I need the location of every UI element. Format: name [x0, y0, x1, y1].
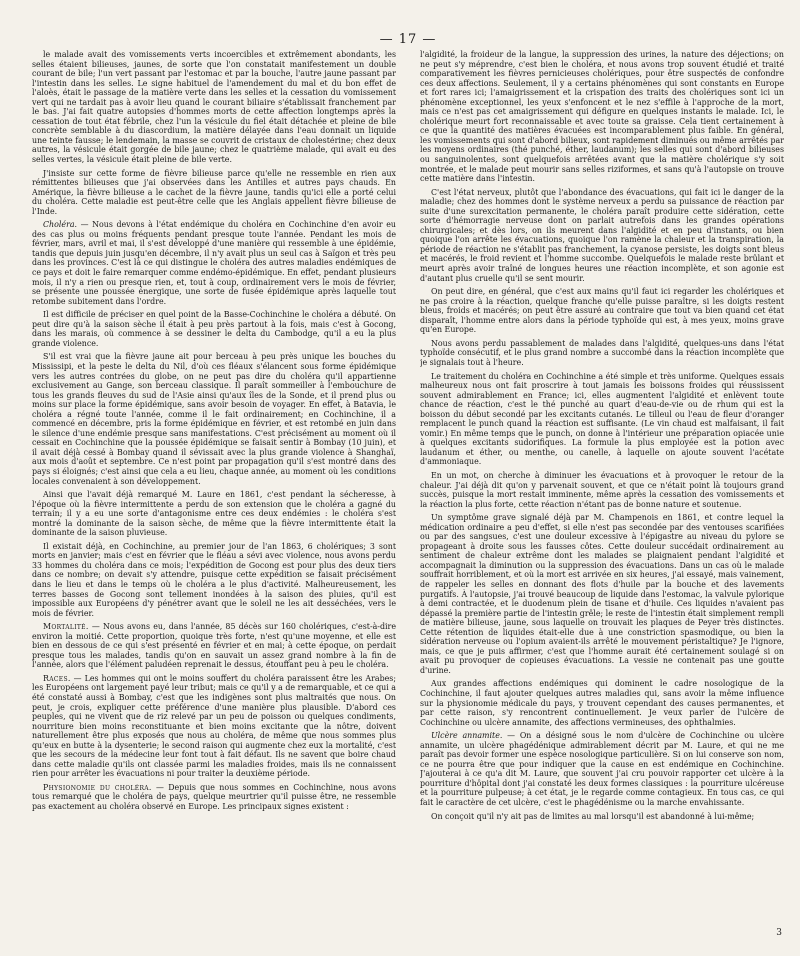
paragraph: [32, 674, 396, 779]
paragraph: [420, 513, 784, 675]
paragraph: [32, 542, 396, 618]
paragraph-text: Un symptôme grave signalé déjà par M. Champenois en 1861, et contre lequel la médication ordinaire a peu d'effet, si elle n'est pas secondée par des ventouses scarifiées ou par des sangsues, c'est une douleur excessive à l'épigastre au niveau du pylore se propageant à droite sous les fausses côtes. Cette douleur succédait ordinairement au sentiment de chaleur extrême dont les malades se plaignaient pendant l'algidité et accompagnait la diminution ou la suppression des évacuations. Dans un cas où le malade souffrait horriblement, et où la mort est arrivée en six heures, j'ai essayé, mais vainement, de rappeler les selles en donnant des flots d'huile par la bouche et des lavements purgatifs. À l'autopsie, j'ai trouvé beaucoup de liquide dans l'estomac, la valvule pylorique à demi contractée, et le duodenum plein de tisane et d'huile. Ces liquides n'avaient pas dépassé la première partie de l'intestin grêle; le reste de l'intestin était simplement rempli de matière bilieuse, jaune, sous laquelle on trouvait les plaques de Peyer très distinctes. Cette rétention de liquides était-elle due à une constriction spasmodique, ou bien la sidération nerveuse ou l'opium avaient-ils arrêté le mouvement péristaltique? Je l'ignore, mais, ce que je puis affirmer, c'est que l'homme aurait été certainement soulagé si on avait pu provoquer de copieuses évacuations. La vessie ne contenait pas une goutte d'urine.: [420, 513, 784, 675]
paragraph: [420, 50, 784, 184]
section-heading: Choléra.: [43, 220, 78, 230]
paragraph-text: — Les hommes qui ont le moins souffert du choléra paraissent être les Arabes; les Européens ont largement payé leur tribut; mais ce qu'il y a de remarquable, et ce qui a été constaté aussi à Bombay, c'est que les indigènes sont plus maltraités que nous. On peut, je crois, expliquer cette préférence d'une manière plus plausible. D'abord ces peuples, qui ne vivent que de riz relevé par un peu de poisson ou quelques condiments, nourriture bien moins reconstituante et bien moins excitante que la nôtre, doivent naturellement être plus exposés que nous au choléra, de même que nous sommes plus qu'eux en butte à la dysenterie; le second raison qui augmente chez eux la mortalité, c'est que les secours de la médecine leur font tout à fait défaut. Ils ne savent que boire chaud dans cette maladie qu'ils ont classée parmi les maladies froides, mais ils ne connaissent rien pour arrêter les évacuations ni pour traiter la deuxième période.: [32, 673, 396, 779]
section-heading: Mortalité.: [43, 622, 89, 632]
paragraph-text: S'il est vrai que la fièvre jaune ait pour berceau à peu près unique les bouches du Mississipi, et la peste le delta du Nil, d'où ces fléaux s'élancent sous forme épidémique vers les autres contrées du globe, on ne peut pas dire du choléra qu'il appartienne exclusivement au Gange, son berceau classique. Il paraît sommeiller à l'embouchure de tous les grands fleuves du sud de l'Asie ainsi qu'aux îles de la Sonde, et il prend plus ou moins sur place la forme épidémique, sans avoir besoin de voyager. En effet, à Batavia, le choléra a régné toute l'année, comme il le fait ordinairement; en Cochinchine, il a commencé en décembre, pris la forme épidémique en février, et est retombé en juin dans le silence d'une endémie presque sans manifestations. C'est précisément au moment où il cessait en Cochinchine que la poussée épidémique se faisait sentir à Bombay (10 juin), et il avait déjà cessé à Bombay quand il sévissait avec la plus grande violence à Shanghaï, aux mois d'août et septembre. Ce n'est point par propagation qu'il s'est montré dans des pays si éloignés; c'est ainsi que cela a eu lieu, chaque année, au moment où les conditions locales convenaient à son développement.: [32, 352, 396, 486]
paragraph: [32, 169, 396, 217]
paragraph-text: — On a désigné sous le nom d'ulcère de Cochinchine ou ulcère annamite, un ulcère phagédénique admirablement décrit par M. Laure, et qui ne me paraît pas devoir former une espèce nosologique particulière. Si on lui conserve son nom, ce ne pourra être que pour indiquer que la cause en est endémique en Cochinchine. J'ajouterai à ce qu'a dit M. Laure, que souvent j'ai cru pouvoir rapporter cet ulcère à la pourriture d'hôpital dont j'ai constaté les deux formes classiques : la pourriture ulcéreuse et la pourriture pulpeuse; à cet état, je le regarde comme contagieux. En tous cas, ce qui fait le caractère de cet ulcère, c'est le phagédénisme ou la marche envahissante.: [420, 731, 784, 808]
paragraph-text: C'est l'état nerveux, plutôt que l'abondance des évacuations, qui fait ici le danger de la maladie; chez des hommes dont le système nerveux a perdu sa puissance de réaction par suite d'une surexcitation permanente, le choléra paraît produire cette sidération, cette sorte d'hémorragie nerveuse dont on parlait autrefois dans les grandes opérations chirurgicales; et dès lors, on ils meurent dans l'algidité et en peu d'instants, ou bien quoique l'on arrête les évacuations, quoique l'on ramène la chaleur et la transpiration, la période de réaction ne s'établit pas franchement, la cyanose persiste, les doigts sont bleus et macérés, le froid revient et l'homme succombe. Quelquefois le malade reste brûlant et meurt après avoir traîné de longues heures une réaction incomplète, et son agonie est d'autant plus cruelle qu'il se sent mourir.: [420, 187, 784, 283]
paragraph-text: J'insiste sur cette forme de fièvre bilieuse parce qu'elle ne ressemble en rien aux rémittentes bilieuses que j'ai observées dans les Antilles et autres pays chauds. En Amérique, la fièvre bilieuse a le cachet de la fièvre jaune, tandis qu'ici elle a porté celui du choléra. Cette maladie est peut-être celle que les Anglais appellent fièvre bilieuse de l'Inde.: [32, 168, 396, 216]
paragraph-text: l'algidité, la froideur de la langue, la suppression des urines, la nature des déjections; on ne peut s'y méprendre, c'est bien le choléra, et nous avons trop souvent étudié et traité comparativement les fièvres pernicieuses cholériques, pour être suspectés de confondre ces deux affections. Seulement, il y a certains phénomènes qui sont constants en Europe et fort rares ici; l'amaigrissement et la crispation des traits des cholériques sont ici un phénomène exceptionnel, les yeux s'enfoncent et le nez s'effile à l'approche de la mort, mais ce n'est pas cet amaigrissement qui défigure en quelques instants le malade. Ici, le cholérique meurt fort reconnaissable et avec toute sa graisse. Cela tient certainement à ce que la quantité des matières évacuées est incomparablement plus faible. En général, les vomissements qui sont d'abord bilieux, sont rapidement diminués ou même arrêtés par les moyens ordinaires (thé punché, éther, laudanum); les selles qui sont d'abord bilieuses ou sanguinolentes, sont quelquefois arrêtées avant que la matière cholérique s'y soit montrée, et le malade peut mourir sans selles riziformes, et sans qu'à l'autopsie on trouve cette matière dans l'intestin.: [420, 50, 784, 184]
paragraph-text: Il est difficile de préciser en quel point de la Basse-Cochinchine le choléra a débuté. On peut dire qu'à la saison sèche il était à peu près partout à la fois, mais c'est à Gocong, dans les marais, où commence à se dessiner le delta du Cambodge, qu'il a eu la plus grande violence.: [32, 310, 396, 348]
paragraph: [420, 287, 784, 335]
paragraph: [420, 812, 784, 822]
paragraph-text: On conçoit qu'il n'y ait pas de limites au mal lorsqu'il est abandonné à lui-même;: [431, 811, 755, 821]
paragraph: [32, 220, 396, 306]
columns: [32, 50, 784, 950]
paragraph: [420, 731, 784, 807]
paragraph-text: Le traitement du choléra en Cochinchine a été simple et très uniforme. Quelques essais malheureux nous ont fait proscrire à tout jamais les boissons froides qui réussissent souvent admirablement en France; ici, elles augmentent l'algidité et enlèvent toute chance de réaction, c'est le thé punché au quart d'eau-de-vie ou de rhum qui est la boisson du début secondé par les excitants cutanés. Le tilleul ou l'eau de fleur d'oranger remplacent le punch quand la réaction est suffisante. (Le vin chaud est malfaisant, il fait vomir.) En même temps que le punch, on donne à l'intérieur une préparation opiacée unie à quelques excitants sudorifiques. La formule la plus employée est la potion avec laudanum et éther, ou menthe, ou canelle, à laquelle on ajoute souvent l'acétate d'ammoniaque.: [420, 371, 784, 467]
paragraph-text: le malade avait des vomissements verts incoercibles et extrêmement abondants, les selles étaient bilieuses, jaunes, de sorte que l'on constatait manifestement un double courant de bile; l'un vert passant par l'estomac et par la bouche, l'autre jaune passant par l'intestin dans les selles. Le signe habituel de l'amendement du mal et du bon effet de l'aloès, était le passage de la matière verte dans les selles et la cessation du vomissement vert qui ne tardait pas à avoir lieu quand le courant biliaire s'établissait franchement par le bas. J'ai fait quatre autopsies d'hommes morts de cette affection longtemps après la cessation de tout état fébrile, chez l'un la vésicule du fiel était détachée et pleine de bile concrète semblable à du diascordium, la matière délayée dans l'eau donnait un liquide une teinte fausse; le lendemain, la masse se couvrit de cristaux de cholestérine; chez deux autres, la vésicule était gorgée de bile jaune; chez le quatrième malade, qui avait eu des selles vertes, la vésicule était pleine de bile verte.: [32, 50, 396, 165]
section-heading: Races.: [43, 673, 71, 683]
paragraph: [32, 352, 396, 486]
paragraph: [420, 372, 784, 467]
paragraph: [420, 679, 784, 727]
paragraph-text: — Depuis que nous sommes en Cochinchine, nous avons tous remarqué que le choléra de pays, quelque meurtrier qu'il puisse être, ne ressemble pas exactement au choléra observé en Europe. Les principaux signes existent :: [32, 782, 396, 812]
paragraph-text: Nous avons perdu passablement de malades dans l'algidité, quelques-uns dans l'état typhoïde consécutif, et le plus grand nombre a succombé dans la réaction incomplète que je signalais tout à l'heure.: [420, 338, 784, 367]
section-heading: Physionomie du choléra.: [43, 782, 152, 792]
paragraph-text: On peut dire, en général, que c'est aux mains qu'il faut ici regarder les cholériques et ne pas croire à la réaction, quelque franche qu'elle puisse paraître, si les doigts restent bleus, froids et macérés; on peut être assuré au contraire que tout va bien quand cet état disparaît, l'homme entre alors dans la période typhoïde qui est, à mes yeux, moins grave qu'en Europe.: [420, 287, 784, 335]
paragraph: [420, 471, 784, 509]
paragraph: [32, 490, 396, 538]
section-heading: Ulcère annamite.: [431, 731, 503, 741]
left-column: [32, 50, 396, 950]
paragraph-text: Il existait déjà, en Cochinchine, au premier jour de l'an 1863, 6 cholériques; 3 sont morts en janvier; mais c'est en février que le fléau a sévi avec violence, nous avons perdu 33 hommes du choléra dans ce mois; l'expédition de Gocong est pour plus des deux tiers dans ce nombre; on devait s'y attendre, puisque cette expédition se faisait précisément dans le lieu et dans le temps où le choléra a le plus d'activité. Malheureusement, les terres basses de Gocong sont tellement inondées à la saison des pluies, qu'il est impossible aux Européens d'y pénétrer avant que le soleil ne les ait desséchées, vers le mois de février.: [32, 541, 396, 618]
right-column: [420, 50, 784, 950]
paragraph: [32, 310, 396, 348]
paragraph: [32, 622, 396, 670]
paragraph-text: Ainsi que l'avait déjà remarqué M. Laure en 1861, c'est pendant la sécheresse, à l'époque où la fièvre intermittente a perdu de son extension que le choléra a gagné du terrain; il y a eu une sorte d'antagonisme entre ces deux endémies : le choléra s'est montré la dominante de la saison sèche, de même que la fièvre intermittente était la dominante de la saison pluvieuse.: [32, 490, 396, 538]
paragraph-text: — Nous devons à l'état endémique du choléra en Cochinchine d'en avoir eu des cas plus ou moins fréquents pendant presque toute l'année. Pendant les mois de février, mars, avril et mai, il s'est développé d'une manière qui ressemble à une épidémie, tandis que depuis juin jusqu'en décembre, il n'y avait plus un seul cas à Saïgon et très peu dans les provinces. C'est là ce qui distingue le choléra des autres maladies endémiques de ce pays et doit le faire remarquer comme endémo-épidémique. En effet, pendant plusieurs mois, il n'y a rien ou presque rien, et, tout à coup, ordinairement vers le mois de février, se présente une poussée énergique, une sorte de fusée épidémique après laquelle tout retombe subitement dans l'ordre.: [32, 220, 396, 306]
paragraph-text: — Nous avons eu, dans l'année, 85 décès sur 160 cholériques, c'est-à-dire environ la moitié. Cette proportion, quoique très forte, n'est qu'une moyenne, et elle est bien en dessous de ce qui s'est présenté en février et en mai; à cette époque, on perdait presque tous les malades, tandis qu'on en sauvait un assez grand nombre à la fin de l'année, alors que l'élément paludéen reprenait le dessus, étouffant peu à peu le choléra.: [32, 622, 396, 670]
paragraph: [420, 339, 784, 368]
paragraph: [32, 783, 396, 812]
paragraph-text: En un mot, on cherche à diminuer les évacuations et à provoquer le retour de la chaleur. J'ai déjà dit qu'on y parvenait souvent, et que ce n'était point là toujours grand succès, puisque la mort restait imminente, même après la cessation des vomissements et la réaction la plus forte, cette réaction n'étant pas de bonne nature et soutenue.: [420, 470, 784, 509]
paragraph: [420, 188, 784, 283]
paragraph: [32, 50, 396, 165]
page-number: — 17 —: [379, 32, 437, 47]
paragraph-text: Aux grandes affections endémiques qui dominent le cadre nosologique de la Cochinchine, il faut ajouter quelques autres maladies qui, sans avoir la même influence sur la physionomie médicale du pays, y trouvent cependant des causes permanentes, et par cette raison, s'y rencontrent continuellement. Je veux parler de l'ulcère de Cochinchine ou ulcère annamite, des affections vermineuses, des ophthalmies.: [420, 679, 784, 727]
signature-mark: 3: [776, 928, 782, 938]
